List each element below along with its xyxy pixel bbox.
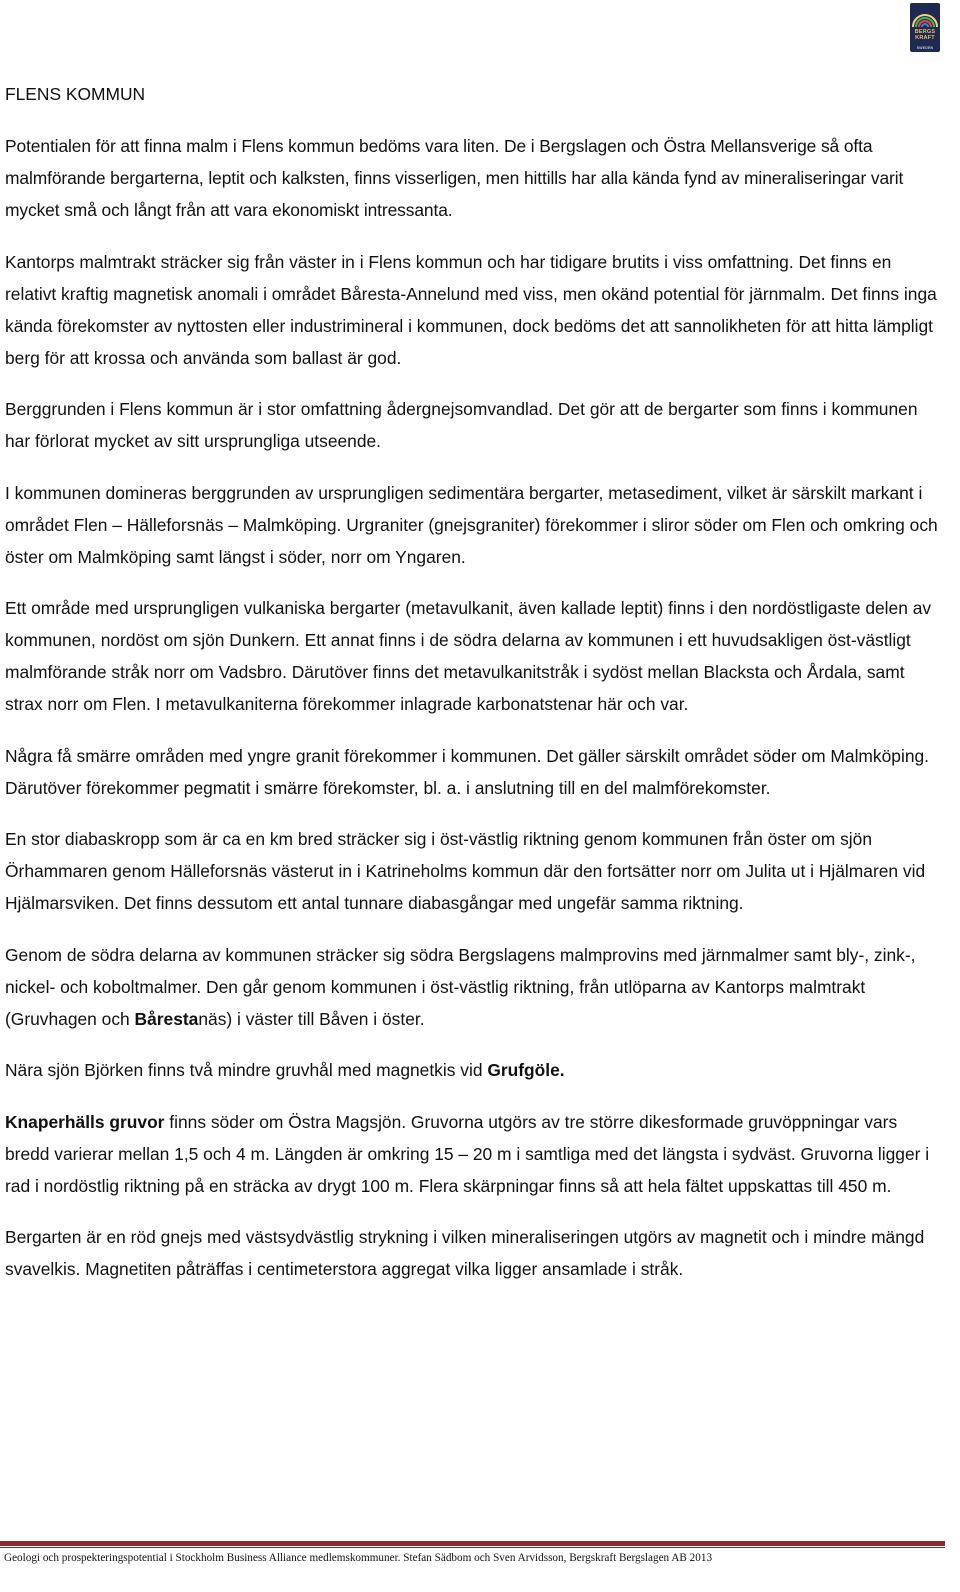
document-body [5,78,945,1305]
text-span: Genom de södra delarna av kommunen sträcker sig södra Bergslagens malmprovins med järnmalmer samt bly-, zink-, nickel- och koboltmalmer. Den går genom kommunen i öst-västlig riktning, från utlöparna av Kantorps malmtrakt (Gruvhagen och [5,944,916,1029]
paragraph-knaperhall [5,1106,945,1202]
paragraph-granit: Några få smärre områden med yngre granit förekommer i kommunen. Det gäller särskilt området söder om Malmköping. Därutöver förekommer pegmatit i smärre förekomster, bl. a. i anslutning till en del malmförekomster. [5,745,929,798]
logo-text-kraft: KRAFT [915,35,935,41]
text-span: finns söder om Östra Magsjön. Gruvorna utgörs av tre större dikesformade gruvöppningar vars bredd varierar mellan 1,5 och 4 m. Längden är omkring 15 – 20 m i samtliga med det längsta i sydväst. Gruvorna ligger i rad i nordöstlig riktning på en sträcka av drygt 100 m. Flera skärpningar finns så att hela fältet uppskattas till 450 m. [5,1111,930,1196]
logo-text-sweden: SWEDEN [916,46,934,50]
page-title: FLENS KOMMUN [5,84,146,104]
logo-text-bergs: BERGS [914,29,936,35]
paragraph-bergarten: Bergarten är en röd gnejs med västsydvästlig strykning i vilken mineraliseringen utgörs av magnetit och i mindre mängd svavelkis. Magnetiten påträffas i centimeterstora aggregat vilka ligger ansamlade i stråk. [5,1227,925,1279]
paragraph-berggrund: Berggrunden i Flens kommun är i stor omfattning ådergnejsomvandlad. Det gör att de bergarter som finns i kommunen har förlorat mycket av sitt ursprungliga utseende. [5,399,918,451]
paragraph-grufgole [5,1054,945,1086]
bold-term-baresta: Båresta [134,1008,199,1029]
paragraph-sediment: I kommunen domineras berggrunden av ursprungligen sedimentära bergarter, metasediment, vilket är särskilt markant i området Flen – Hälleforsnäs – Malmköping. Urgraniter (gnejsgraniter) förekommer i sliror söder om Flen och omkring och öster om Malmköping samt längst i söder, norr om Yngaren. [5,482,938,567]
text-span: näs) i väster till Båven i öster. [198,1008,425,1029]
text-span: Nära sjön Björken finns två mindre gruvhål med magnetkis vid [5,1060,488,1080]
paragraph-vulkanit: Ett område med ursprungligen vulkaniska bergarter (metavulkanit, även kallade leptit) finns i den nordöstligaste delen av kommunen, nordöst om sjön Dunkern. Ett annat finns i de södra delarna av kommunen i ett huvudsakligen öst-västligt malmförande stråk norr om Vadsbro. Därutöver finns det metavulkanitstråk i sydöst mellan Blacksta och Årdala, samt strax norr om Flen. I metavulkaniterna förekommer inlagrade karbonatstenar här och var. [5,598,932,714]
bold-term-grufgole: Grufgöle. [487,1060,565,1080]
bold-term-knaperhall: Knaperhälls gruvor [5,1111,165,1132]
paragraph-diabas: En stor diabaskropp som är ca en km bred sträcker sig i öst-västlig riktning genom kommunen från öster om sjön Örhammaren genom Hälleforsnäs västerut in i Katrineholms kommun där den fortsätter norr om Julita ut i Hjälmaren vid Hjälmarsviken. Det finns dessutom ett antal tunnare diabasgångar med ungefär samma riktning. [5,829,926,913]
paragraph-kantorp: Kantorps malmtrakt sträcker sig från väster in i Flens kommun och har tidigare brutits i viss omfattning. Det finns en relativt kraftig magnetisk anomali i området Båresta-Annelund med viss, men okänd potential för järnmalm. Det finns inga kända förekomster av nyttosten eller industrimineral i kommunen, dock bedöms det att sannolikheten för att hitta lämpligt berg för att krossa och använda som ballast är god. [5,251,937,368]
footer-divider [0,1541,945,1546]
logo-arc-icon [910,3,940,31]
paragraph-potential: Potentialen för att finna malm i Flens kommun bedöms vara liten. De i Bergslagen och Östra Mellansverige så ofta malmförande bergarterna, leptit och kalksten, finns visserligen, men hittills har alla kända fynd av mineraliseringar varit mycket små och långt från att vara ekonomiskt intressanta. [5,136,904,220]
footer-divider-thin [0,1547,945,1548]
paragraph-malmprovins [5,939,945,1035]
page-footer: Geologi och prospekteringspotential i Stockholm Business Alliance medlemskommuner. Stefan Sädbom och Sven Arvidsson, Bergskraft Bergslagen AB 2013 [4,1552,713,1564]
bergskraft-logo [910,3,940,52]
